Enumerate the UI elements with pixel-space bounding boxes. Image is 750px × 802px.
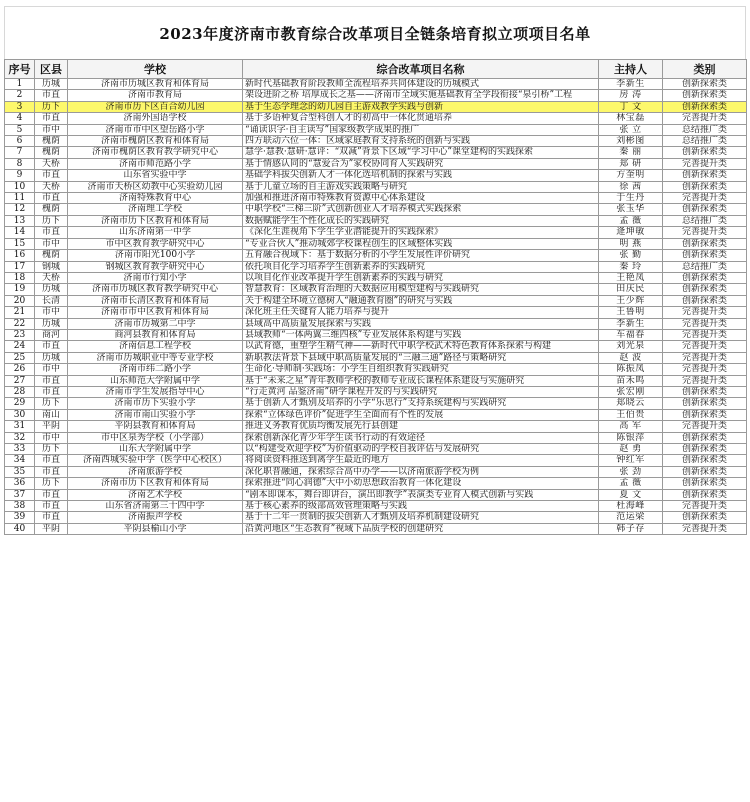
cell-school: 平阴县榆山小学 [68,523,243,534]
table-row [5,466,747,477]
table-row [5,432,747,443]
cell-school: 商河县教育和体育局 [68,329,243,340]
cell-host: 方奎明 [599,170,663,181]
cell-no: 8 [5,158,35,169]
cell-category: 完善提升类 [663,307,747,318]
table-row [5,238,747,249]
table-header-row [5,60,747,79]
document-sheet [4,6,746,535]
cell-category: 完善提升类 [663,352,747,363]
cell-project: 基于生态学理念的幼儿园自主游戏教学实践与创新 [243,101,599,112]
cell-district: 槐荫 [35,204,68,215]
cell-host: 张宏刚 [599,386,663,397]
cell-category: 总结推广类 [663,215,747,226]
cell-school: 济南市长清区教育和体育局 [68,295,243,306]
cell-no: 1 [5,79,35,90]
cell-category: 创新探索类 [663,101,747,112]
cell-district: 市直 [35,375,68,386]
cell-no: 20 [5,295,35,306]
cell-school: 济南市槐荫区教育和体育局 [68,136,243,147]
cell-project: 新职教法背景下县域中职高质量发展的“三融三通”路径与策略研究 [243,352,599,363]
cell-district: 历城 [35,318,68,329]
cell-project: 生命化·导师制·实践场：小学生自组织教育实践研究 [243,364,599,375]
cell-school: 山东省实验中学 [68,170,243,181]
cell-district: 平阴 [35,523,68,534]
cell-host: 钟红军 [599,455,663,466]
cell-district: 历下 [35,444,68,455]
header-category: 类别 [663,60,747,79]
header-host: 主持人 [599,60,663,79]
table-row [5,284,747,295]
cell-no: 21 [5,307,35,318]
table-row [5,261,747,272]
cell-host: 王伯贵 [599,409,663,420]
table-row [5,386,747,397]
table-row [5,204,747,215]
cell-school: 山东师范大学附属中学 [68,375,243,386]
table-row [5,250,747,261]
cell-no: 35 [5,466,35,477]
table-row [5,364,747,375]
cell-district: 历下 [35,398,68,409]
cell-no: 7 [5,147,35,158]
cell-project: 基于多语种复合型科创人才的初高中一体化贯通培养 [243,113,599,124]
cell-host: 赵 勇 [599,444,663,455]
cell-school: 钢城区教育教学研究中心 [68,261,243,272]
cell-school: 济南特殊教育中心 [68,193,243,204]
cell-category: 完善提升类 [663,523,747,534]
cell-district: 历城 [35,284,68,295]
cell-host: 明 燕 [599,238,663,249]
table-row [5,501,747,512]
cell-category: 创新探索类 [663,170,747,181]
cell-host: 夏 文 [599,489,663,500]
cell-no: 24 [5,341,35,352]
cell-district: 市中 [35,432,68,443]
cell-project: 四方联动六位一体：区域家庭教育支持系统的创新与实践 [243,136,599,147]
cell-project: 探索“立体绿色评价”促进学生全面而有个性的发展 [243,409,599,420]
cell-host: 孟 薇 [599,478,663,489]
table-row [5,375,747,386]
cell-district: 槐荫 [35,250,68,261]
cell-school: 济南外国语学校 [68,113,243,124]
cell-category: 完善提升类 [663,227,747,238]
cell-no: 40 [5,523,35,534]
cell-project: 新时代基础教育阶段教师全流程培养共同体建设的历城模式 [243,79,599,90]
table-row [5,113,747,124]
cell-category: 创新探索类 [663,147,747,158]
cell-district: 市直 [35,341,68,352]
cell-school: 济南市南山实验小学 [68,409,243,420]
table-row [5,272,747,283]
cell-district: 市直 [35,386,68,397]
cell-project: “专业合伙人”推动城郊学校课程创生的区域整体实践 [243,238,599,249]
table-row [5,170,747,181]
cell-category: 创新探索类 [663,466,747,477]
cell-district: 市直 [35,193,68,204]
cell-no: 32 [5,432,35,443]
cell-district: 天桥 [35,158,68,169]
table-row [5,409,747,420]
table-row [5,295,747,306]
cell-school: 济南艺术学校 [68,489,243,500]
cell-category: 总结推广类 [663,136,747,147]
cell-school: 山东省济南第三十四中学 [68,501,243,512]
cell-host: 张 勤 [599,250,663,261]
cell-project: 慧学·慧教·慧研·慧评：“双减”背景下区域“学习中心”课堂建构的实践探索 [243,147,599,158]
header-school: 学校 [68,60,243,79]
cell-no: 29 [5,398,35,409]
cell-category: 完善提升类 [663,318,747,329]
cell-host: 王少辉 [599,295,663,306]
cell-host: 韩子存 [599,523,663,534]
cell-host: 秦 玲 [599,261,663,272]
table-row [5,523,747,534]
table-row [5,478,747,489]
cell-project: 《深化生涯视角下学生学业潜能提升的实践探索》 [243,227,599,238]
cell-project: 基于十二年一贯制的拔尖创新人才甄别及培养机制建设研究 [243,512,599,523]
cell-no: 31 [5,421,35,432]
cell-category: 创新探索类 [663,90,747,101]
cell-district: 槐荫 [35,136,68,147]
cell-host: 赵 波 [599,352,663,363]
cell-category: 完善提升类 [663,375,747,386]
table-row [5,318,747,329]
cell-district: 南山 [35,409,68,420]
cell-category: 创新探索类 [663,455,747,466]
cell-project: 基于核心素养的级部高效管理策略与实践 [243,501,599,512]
cell-project: 沿黄河地区“生态教育”视域下品质学校的创建研究 [243,523,599,534]
cell-district: 市直 [35,113,68,124]
cell-no: 11 [5,193,35,204]
cell-school: 济南市市中区教育和体育局 [68,307,243,318]
table-row [5,307,747,318]
cell-host: 丁 文 [599,101,663,112]
cell-school: 济南市槐荫区教育教学研究中心 [68,147,243,158]
cell-project: 基于情感认同的“慧爱合为”家校协同育人实践研究 [243,158,599,169]
cell-school: 济南市历城区教育和体育局 [68,79,243,90]
table-row [5,158,747,169]
cell-project: 基于儿童立场的自主游戏实践策略与研究 [243,181,599,192]
cell-category: 创新探索类 [663,284,747,295]
cell-district: 市直 [35,489,68,500]
cell-host: 于生丹 [599,193,663,204]
cell-school: 济南市历下区教育和体育局 [68,478,243,489]
cell-school: 济南市天桥区幼教中心实验幼儿园 [68,181,243,192]
cell-no: 13 [5,215,35,226]
table-row [5,124,747,135]
cell-no: 16 [5,250,35,261]
cell-school: 济南市历下区教育和体育局 [68,215,243,226]
table-row [5,181,747,192]
cell-project: 架设进阶之桥 培厚成长之基——济南市全域实施基础教育全学段衔接“泉引桥”工程 [243,90,599,101]
table-row [5,215,747,226]
cell-district: 市直 [35,466,68,477]
cell-host: 孟 薇 [599,215,663,226]
cell-district: 市中 [35,124,68,135]
cell-category: 完善提升类 [663,341,747,352]
cell-district: 市中 [35,364,68,375]
cell-category: 创新探索类 [663,489,747,500]
cell-category: 完善提升类 [663,329,747,340]
table-row [5,147,747,158]
cell-no: 25 [5,352,35,363]
cell-no: 23 [5,329,35,340]
cell-district: 历下 [35,101,68,112]
cell-school: 济南市历城职业中等专业学校 [68,352,243,363]
cell-host: 车福春 [599,329,663,340]
cell-category: 创新探索类 [663,444,747,455]
cell-category: 创新探索类 [663,204,747,215]
cell-host: 田庆民 [599,284,663,295]
cell-no: 17 [5,261,35,272]
cell-no: 22 [5,318,35,329]
cell-host: 张 劲 [599,466,663,477]
cell-host: 苗禾鸣 [599,375,663,386]
cell-host: 陈振凤 [599,364,663,375]
cell-no: 39 [5,512,35,523]
cell-school: 济南市历城第二中学 [68,318,243,329]
cell-project: 以“构建受欢迎学校”为价值驱动的学校自我评估与发展研究 [243,444,599,455]
cell-school: 山东济南第一中学 [68,227,243,238]
cell-no: 10 [5,181,35,192]
cell-district: 市中 [35,238,68,249]
table-row [5,421,747,432]
cell-school: 山东大学附属中学 [68,444,243,455]
cell-project: 县域教师“一体两翼三维四核”专业发展体系构建与实践 [243,329,599,340]
table-row [5,90,747,101]
cell-no: 12 [5,204,35,215]
cell-no: 30 [5,409,35,420]
cell-host: 逄坤敏 [599,227,663,238]
header-no: 序号 [5,60,35,79]
cell-district: 市直 [35,227,68,238]
header-project: 综合改革项目名称 [243,60,599,79]
cell-host: 高 军 [599,421,663,432]
cell-district: 市直 [35,455,68,466]
cell-host: 林宝磊 [599,113,663,124]
cell-category: 创新探索类 [663,398,747,409]
cell-no: 26 [5,364,35,375]
cell-project: 基础学科拔尖创新人才一体化选培机制的探索与实践 [243,170,599,181]
table-row [5,341,747,352]
cell-host: 王鲁明 [599,307,663,318]
cell-category: 创新探索类 [663,238,747,249]
cell-school: 济南理工学校 [68,204,243,215]
table-row [5,512,747,523]
cell-host: 杜海峰 [599,501,663,512]
cell-host: 范运梁 [599,512,663,523]
cell-no: 18 [5,272,35,283]
cell-no: 9 [5,170,35,181]
cell-host: 秦 丽 [599,147,663,158]
cell-category: 完善提升类 [663,158,747,169]
cell-host: 张玉华 [599,204,663,215]
table-row [5,79,747,90]
cell-project: 探索创新深化青少年学生读书行动的有效途径 [243,432,599,443]
cell-district: 商河 [35,329,68,340]
table-row [5,398,747,409]
cell-no: 38 [5,501,35,512]
cell-district: 市直 [35,501,68,512]
cell-project: 依托项目化学习培养学生创新素养的实践研究 [243,261,599,272]
cell-project: 县域高中高质量发展探索与实践 [243,318,599,329]
cell-district: 市直 [35,170,68,181]
table-row [5,455,747,466]
cell-school: 济南西城实验中学（医学中心校区） [68,455,243,466]
cell-school: 济南市教育局 [68,90,243,101]
cell-no: 37 [5,489,35,500]
cell-school: 济南振声学校 [68,512,243,523]
cell-district: 历下 [35,478,68,489]
cell-category: 创新探索类 [663,295,747,306]
cell-project: “行走黄河 品鉴济南”研学课程开发的与实践研究 [243,386,599,397]
cell-category: 创新探索类 [663,512,747,523]
cell-category: 创新探索类 [663,79,747,90]
cell-project: 以项目化作业改革提升学生创新素养的实践与研究 [243,272,599,283]
cell-project: 以武育德，重塑学生精气神——新时代中职学校武术特色教育体系探索与构建 [243,341,599,352]
cell-host: 郑晓云 [599,398,663,409]
cell-host: 房 涛 [599,90,663,101]
table-row [5,227,747,238]
cell-host: 王艳凤 [599,272,663,283]
cell-no: 4 [5,113,35,124]
cell-category: 创新探索类 [663,181,747,192]
table-row [5,329,747,340]
cell-district: 历城 [35,79,68,90]
cell-category: 创新探索类 [663,432,747,443]
cell-host: 郑 研 [599,158,663,169]
cell-category: 完善提升类 [663,364,747,375]
cell-district: 历下 [35,215,68,226]
cell-project: 加强和推进济南市特殊教育资源中心体系建设 [243,193,599,204]
cell-no: 36 [5,478,35,489]
cell-school: 济南市市中区望岳路小学 [68,124,243,135]
cell-project: 深化班主任关键育人能力培养与提升 [243,307,599,318]
table-row [5,352,747,363]
cell-project: 智慧教育：区域教育治理的大数据应用模型建构与实践研究 [243,284,599,295]
cell-district: 历城 [35,352,68,363]
cell-host: 刘彬图 [599,136,663,147]
cell-category: 总结推广类 [663,124,747,135]
cell-project: “剧本即课本，舞台即讲台，演出即教学”表演类专业育人模式创新与实践 [243,489,599,500]
document-title: 2023年度济南市教育综合改革项目全链条培育拟立项项目名单 [4,6,746,59]
cell-no: 6 [5,136,35,147]
cell-school: 济南市师范路小学 [68,158,243,169]
cell-category: 完善提升类 [663,193,747,204]
cell-category: 创新探索类 [663,386,747,397]
cell-category: 创新探索类 [663,250,747,261]
cell-school: 济南信息工程学校 [68,341,243,352]
table-row [5,101,747,112]
cell-school: 济南市行知小学 [68,272,243,283]
cell-category: 创新探索类 [663,409,747,420]
cell-no: 2 [5,90,35,101]
cell-project: 基于“未来之星”青年教师学校的教师专业成长课程体系建设与实施研究 [243,375,599,386]
cell-host: 张 立 [599,124,663,135]
cell-project: 探索推进“同心润德”大中小幼思想政治教育一体化建设 [243,478,599,489]
cell-project: 关于构建全环境立德树人“融通教育圈”的研究与实践 [243,295,599,306]
cell-category: 总结推广类 [663,261,747,272]
table-row [5,193,747,204]
cell-school: 济南市纬二路小学 [68,364,243,375]
cell-district: 钢城 [35,261,68,272]
cell-host: 李新生 [599,79,663,90]
cell-no: 5 [5,124,35,135]
cell-no: 28 [5,386,35,397]
cell-host: 李新生 [599,318,663,329]
cell-district: 市中 [35,307,68,318]
cell-no: 27 [5,375,35,386]
cell-category: 完善提升类 [663,501,747,512]
cell-project: 将阅读资料推送到离学生最近的地方 [243,455,599,466]
project-table [4,59,747,535]
cell-no: 34 [5,455,35,466]
cell-project: 推进义务教育优质均衡发展先行县创建 [243,421,599,432]
cell-school: 平阴县教育和体育局 [68,421,243,432]
cell-no: 19 [5,284,35,295]
cell-no: 33 [5,444,35,455]
table-row [5,489,747,500]
cell-project: 数据赋能学生个性化成长的实践研究 [243,215,599,226]
cell-project: 中职学校“三梯三阶”式创新创业人才培养模式实践探索 [243,204,599,215]
cell-district: 平阴 [35,421,68,432]
cell-category: 完善提升类 [663,113,747,124]
cell-host: 徐 茜 [599,181,663,192]
cell-district: 长清 [35,295,68,306]
cell-no: 3 [5,101,35,112]
cell-project: 基于创新人才甄别及培养的小学“乐思行”支持系统建构与实践研究 [243,398,599,409]
cell-category: 创新探索类 [663,272,747,283]
table-row [5,444,747,455]
cell-school: 济南市历下区百合幼儿园 [68,101,243,112]
cell-school: 济南市历城区教育教学研究中心 [68,284,243,295]
cell-project: 五育融合视域下：基于数据分析的小学生发展性评价研究 [243,250,599,261]
cell-no: 15 [5,238,35,249]
cell-district: 市直 [35,90,68,101]
cell-category: 创新探索类 [663,478,747,489]
cell-project: 深化职普融通，探索综合高中办学——以济南旅游学校为例 [243,466,599,477]
cell-school: 济南市历下实验小学 [68,398,243,409]
cell-no: 14 [5,227,35,238]
cell-school: 市中区教育教学研究中心 [68,238,243,249]
cell-project: “诵读识字·自主读写”国家级教学成果的推广 [243,124,599,135]
cell-school: 市中区泉秀学校（小学部） [68,432,243,443]
cell-district: 市直 [35,512,68,523]
cell-school: 济南市阳光100小学 [68,250,243,261]
cell-district: 槐荫 [35,147,68,158]
cell-district: 天桥 [35,272,68,283]
cell-category: 完善提升类 [663,421,747,432]
cell-school: 济南旅游学校 [68,466,243,477]
cell-host: 陈银萍 [599,432,663,443]
header-district: 区县 [35,60,68,79]
cell-school: 济南市学生发展指导中心 [68,386,243,397]
cell-host: 刘光泉 [599,341,663,352]
table-row [5,136,747,147]
cell-district: 天桥 [35,181,68,192]
